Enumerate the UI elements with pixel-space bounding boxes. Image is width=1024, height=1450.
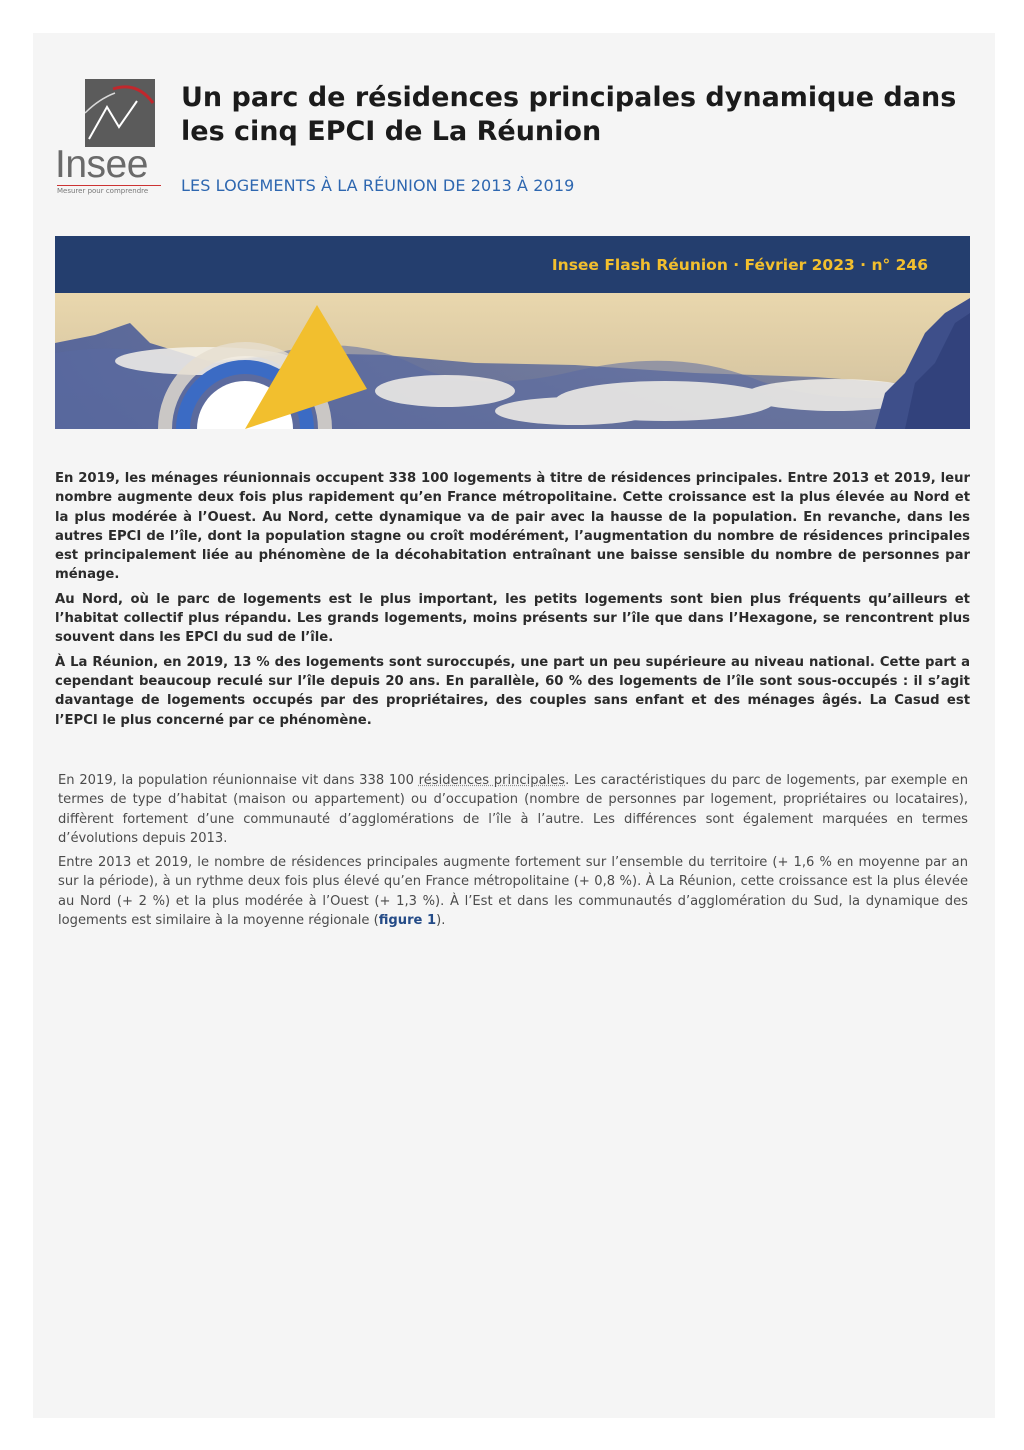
banner-landscape-image [55,293,970,429]
page-title: Un parc de résidences principales dynamique dans les cinq EPCI de La Réunion [181,82,957,147]
publication-banner [55,236,970,429]
logo-mark [85,79,155,147]
body-text: ). [436,913,446,929]
body-text: . Les caractéristiques du parc de logements, par exemple en termes de type d’habitat (maison ou appartement) ou d’occupation (nombre de personnes par logement, propriétaires ou locataires), diffèrent fortement d’une communauté d’agglomérations de l’île à l’autre. Les différences sont également marquées en termes d’évolutions depuis 2013. [58,773,968,846]
body-paragraph [58,853,968,930]
abstract-paragraph: À La Réunion, en 2019, 13 % des logements sont suroccupés, une part un peu supérieure au niveau national. Cette part a cependant beaucoup reculé sur l’île depuis 20 ans. En parallèle, 60 % des logements de l’île sont sous-occupés : il s’agit davantage de logements occupés par des propriétaires, des couples sans enfant et des ménages âgés. La Casud est l’EPCI le plus concerné par ce phénomène. [55,654,970,728]
body-paragraph [58,771,968,848]
logo-wordmark: Insee [55,143,148,186]
abstract-paragraph: En 2019, les ménages réunionnais occupent 338 100 logements à titre de résidences principales. Entre 2013 et 2019, leur nombre augmente deux fois plus rapidement qu’en France métropolitaine. Cette croissance est la plus élevée au Nord et la plus modérée à l’Ouest. Au Nord, cette dynamique va de pair avec la hausse de la population. En revanche, dans les autres EPCI de l’île, dont la population stagne ou croît modérément, l’augmentation du nombre de résidences principales est principalement liée au phénomène de la décohabitation entraînant une baisse sensible du nombre de personnes par ménage. [55,471,970,583]
logo-tagline: Mesurer pour comprendre [57,185,161,195]
publication-label: Insee Flash Réunion · Février 2023 · n° 246 [551,256,928,274]
insee-logo[interactable] [55,77,159,229]
body-text: Entre 2013 et 2019, le nombre de résidences principales augmente fortement sur l’ensemble du territoire (+ 1,6 % en moyenne par an sur la période), à un rythme deux fois plus élevé qu’en France métropolitaine (+ 0,8 %). À La Réunion, cette croissance est la plus élevée au Nord (+ 2 %) et la plus modérée à l’Ouest (+ 1,3 %). À l’Est et dans les communautés d’agglomération du Sud, la dynamique des logements est similaire à la moyenne régionale ( [58,855,968,929]
body-text: En 2019, la population réunionnaise vit dans 338 100 [58,773,419,788]
figure-link[interactable]: figure 1 [378,913,437,929]
glossary-term-link[interactable]: résidences principales [418,773,566,788]
abstract-section [55,469,970,735]
body-section [58,771,968,935]
page-subtitle: LES LOGEMENTS À LA RÉUNION DE 2013 À 2019 [181,176,575,195]
document-page [33,33,995,1418]
banner-header [55,236,970,293]
abstract-paragraph: Au Nord, où le parc de logements est le plus important, les petits logements sont bien plus fréquents qu’ailleurs et l’habitat collectif plus répandu. Les grands logements, moins présents sur l’île que dans l’Hexagone, se rencontrent plus souvent dans les EPCI du sud de l’île. [55,591,970,646]
